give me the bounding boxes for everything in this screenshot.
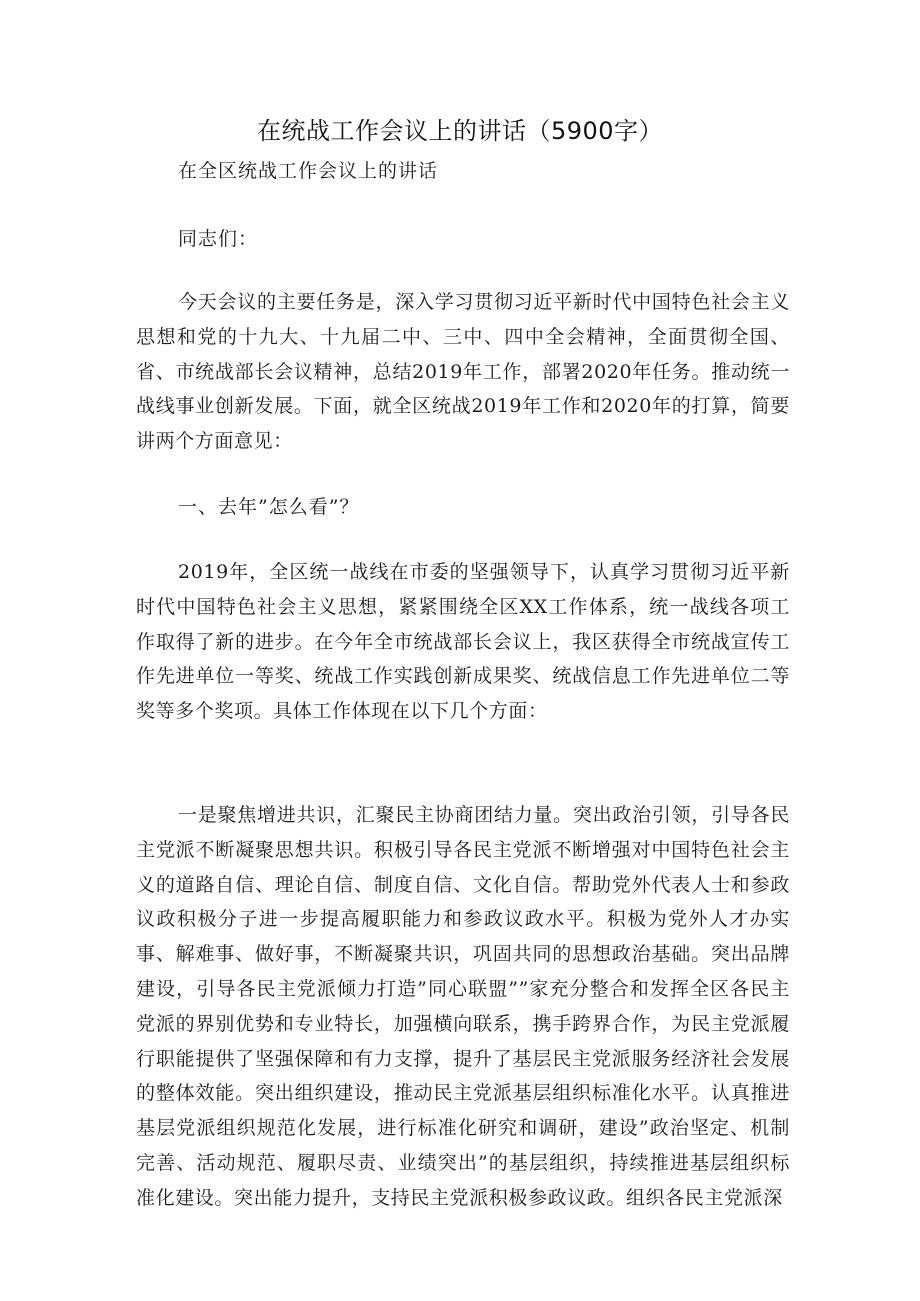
paragraph-intro: 今天会议的主要任务是，深入学习贯彻习近平新时代中国特色社会主义思想和党的十九大、十九届二中、三中、四中全会精神，全面贯彻全国、省、市统战部长会议精神，总结2019年工作，部署2020年任务。推动统一战线事业创新发展。下面，就全区统战2019年工作和2020年的打算，简要讲两个方面意见： xyxy=(136,291,790,453)
paragraph-review: 2019年，全区统一战线在市委的坚强领导下，认真学习贯彻习近平新时代中国特色社会主义思想，紧紧围绕全区XX工作体系，统一战线各项工作取得了新的进步。在今年全市统战部长会议上，我区获得全市统战宣传工作先进单位一等奖、统战工作实践创新成果奖、统战信息工作先进单位二等奖等多个奖项。具体工作体现在以下几个方面： xyxy=(136,561,790,723)
document-title: 在统战工作会议上的讲话（5900字） xyxy=(256,117,664,145)
paragraph-point-one: 一是聚焦增进共识，汇聚民主协商团结力量。突出政治引领，引导各民主党派不断凝聚思想共识。积极引导各民主党派不断增强对中国特色社会主义的道路自信、理论自信、制度自信、文化自信。帮助党外代表人士和参政议政积极分子进一步提高履职能力和参政议政水平。积极为党外人才办实事、解难事、做好事，不断凝聚共识，巩固共同的思想政治基础。突出品牌建设，引导各民主党派倾力打造”同心联盟””家充分整合和发挥全区各民主党派的界别优势和专业特长，加强横向联系，携手跨界合作，为民主党派履行职能提供了坚强保障和有力支撑，提升了基层民主党派服务经济社会发展的整体效能。突出组织建设，推动民主党派基层组织标准化水平。认真推进基层党派组织规范化发展，进行标准化研究和调研，建设”政治坚定、机制完善、活动规范、履职尽责、业绩突出”的基层组织，持续推进基层组织标准化建设。突出能力提升，支持民主党派积极参政议政。组织各民主党派深 xyxy=(136,804,790,1209)
greeting: 同志们： xyxy=(178,228,259,250)
document-subtitle: 在全区统战工作会议上的讲话 xyxy=(178,160,439,182)
section-heading: 一、去年”怎么看”？ xyxy=(178,496,360,518)
